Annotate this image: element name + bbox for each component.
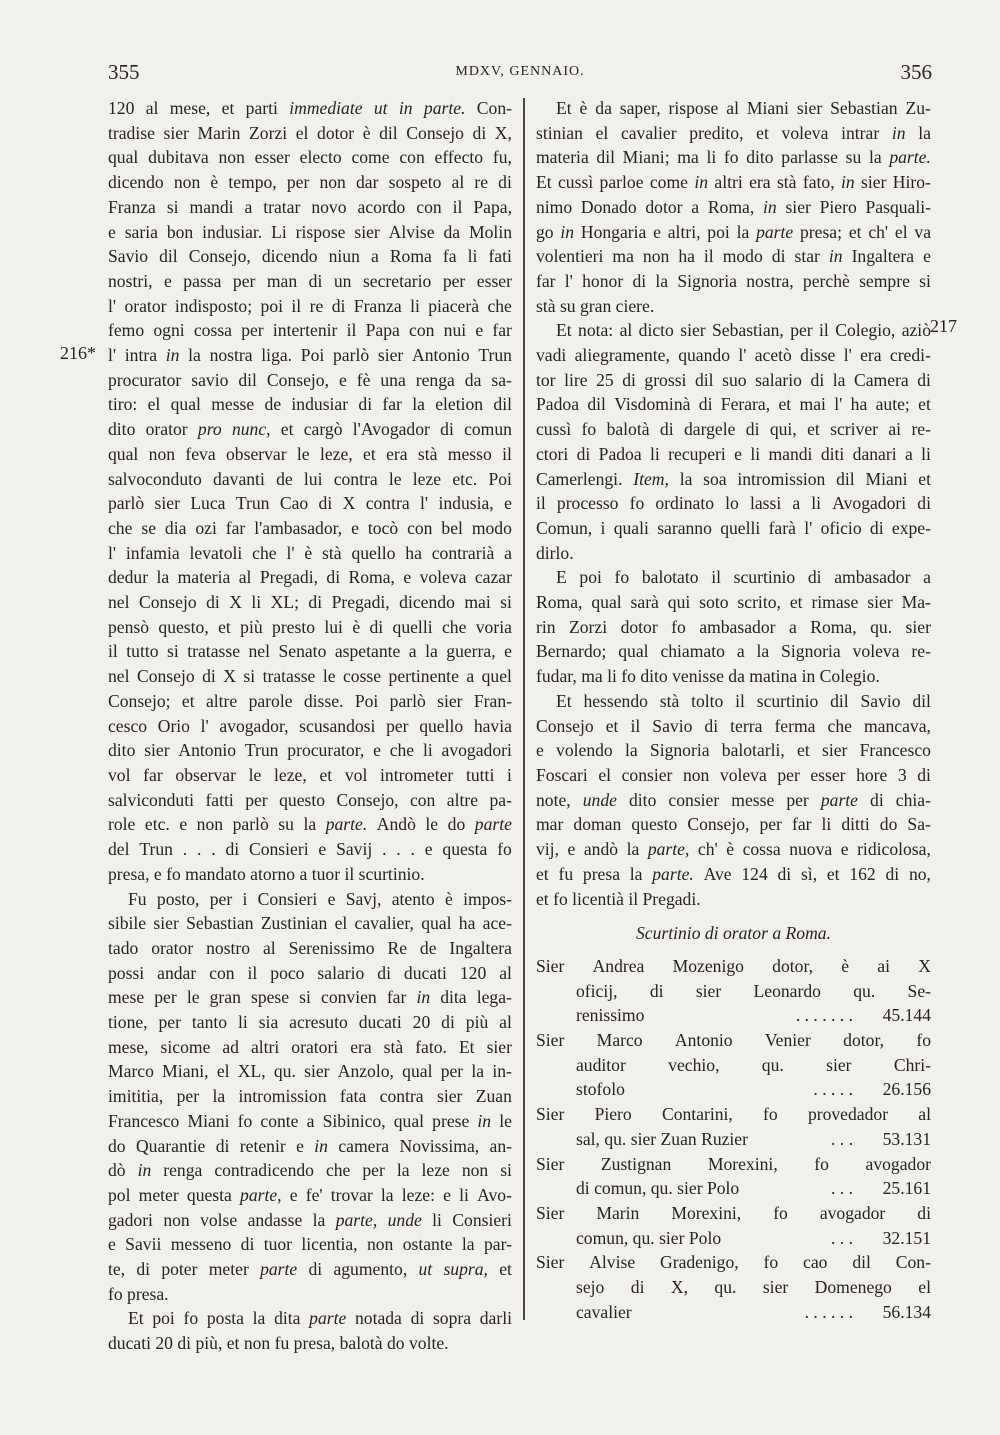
text-line: pol meter questa parte, e fe' trovar la leze: e li Avo- <box>108 1184 512 1205</box>
text-line: e saria bon indusiar. Li rispose sier Alvise da Molin <box>108 221 512 242</box>
text-line: far l' honor di la Signoria nostra, perchè sempre si <box>536 270 931 291</box>
scrutiny-entry-votes: 25.161 <box>882 1178 931 1199</box>
text-line: vol far observar le leze, et vol intrometer tutti i <box>108 764 512 785</box>
text-line: Foscari el consier non voleva per esser hore 3 di <box>536 764 931 785</box>
text-line: e volendo la Signoria balotarli, et sier Francesco <box>536 740 931 761</box>
text-line: qual dubitava non esser electo come con effecto fu, <box>108 147 512 168</box>
scrutiny-entry-votes: 53.131 <box>882 1128 931 1149</box>
text-line: Consejo et il Savio di terra ferma che mancava, <box>536 715 931 736</box>
left-column <box>108 96 512 1356</box>
text-line: te, di poter meter parte di agumento, ut supra, et <box>108 1259 512 1280</box>
text-line: dito orator pro nunc, et cargò l'Avogador di comun <box>108 419 512 440</box>
text-line: e Savii messeno di tuor licentia, non ostante la par- <box>108 1234 512 1255</box>
text-line: qual non feva observar le leze, et era stà messo il <box>108 443 512 464</box>
text-line: do Quarantie di retenir e in camera Novissima, an- <box>108 1135 512 1156</box>
text-line: volentieri ma non ha il modo di star in Ingaltera e <box>536 246 931 267</box>
text-line: gadori non volse andasse la parte, unde li Consieri <box>108 1209 512 1230</box>
scrutiny-entry-line: Sier Marco Antonio Venier dotor, fo <box>536 1030 931 1051</box>
margin-note-right: 217 <box>930 316 957 336</box>
scrutiny-entry <box>536 1152 931 1201</box>
text-line: cussì fo balotà di dargele di qui, et scriver ai re- <box>536 419 931 440</box>
scrutiny-entry-result <box>536 1226 931 1251</box>
text-line: role etc. e non parlò su la parte. Andò le do parte <box>108 814 512 835</box>
text-line: che se dia ozi far l'ambasador, e tocò con bel modo <box>108 517 512 538</box>
scrutiny-entry-last-text: cavalier <box>576 1301 632 1322</box>
text-line: dedur la materia al Pregadi, di Roma, e voleva cazar <box>108 567 512 588</box>
text-line: l' intra in la nostra liga. Poi parlò sier Antonio Trun <box>108 345 512 366</box>
text-line: Et nota: al dicto sier Sebastian, per il Colegio, aziò <box>556 320 931 341</box>
scrutiny-entry-last-text: comun, qu. sier Polo <box>576 1227 722 1248</box>
text-line: il processo fo ordinato lo lassi a li Avogadori di <box>536 493 931 514</box>
scrutiny-entry-dots: . . . . . . . <box>795 1005 853 1026</box>
text-line: rin Zorzi dotor fo ambasador a Roma, qu. sier <box>536 616 931 637</box>
right-column-text <box>536 96 931 911</box>
text-line: vadi aliegramente, quando l' acetò disse l' era credi- <box>536 345 931 366</box>
text-line: dito sier Antonio Trun procurator, e che li avogadori <box>108 740 512 761</box>
text-line: del Trun . . . di Consieri e Savij . . . e questa fo <box>108 839 512 860</box>
scrutiny-entry-line: oficij, di sier Leonardo qu. Se- <box>576 980 931 1001</box>
text-line: Savio dil Consejo, dicendo niun a Roma fa li fati <box>108 246 512 267</box>
text-line: l' infamia levatoli che l' è stà quello ha contrarià a <box>108 542 512 563</box>
text-line: nel Consejo di X li XL; di Pregadi, dicendo mai si <box>108 592 512 613</box>
text-line: mese, sicome ad altri oratori era stà fato. Et sier <box>108 1036 512 1057</box>
text-line: Et poi fo posta la dita parte notada di sopra darli <box>128 1308 512 1329</box>
text-line: Marco Miani, el XL, qu. sier Anzolo, qual per la in- <box>108 1061 512 1082</box>
text-line: nostri, e passa per man di un secretario per esser <box>108 270 512 291</box>
text-line: tradise sier Marin Zorzi el dotor è dil Consejo di X, <box>108 122 512 143</box>
text-line: ducati 20 di più, et non fu presa, balotà do volte. <box>108 1333 449 1354</box>
scrutiny-entry <box>536 1201 931 1250</box>
text-line: nimo Donado dotor a Roma, in sier Piero Pasquali- <box>536 196 931 217</box>
scrutiny-entry-last-text: sal, qu. sier Zuan Ruzier <box>576 1128 748 1149</box>
text-line: dicendo non è tempo, per non dar sospeto al re di <box>108 172 512 193</box>
text-line: l' orator indisposto; poi il re di Franza li piacerà che <box>108 295 512 316</box>
running-title: MDXV, GENNAIO. <box>455 64 585 79</box>
text-line: pensò questo, et più presto lui è di quelli che voria <box>108 616 512 637</box>
text-line: stà su gran ciere. <box>536 295 655 316</box>
margin-note-left: 216* <box>60 343 96 363</box>
scrutiny-entry-votes: 32.151 <box>882 1227 931 1248</box>
text-line: salvoconduto davanti de lui contra le leze etc. Poi <box>108 468 512 489</box>
page-number-right: 356 <box>900 60 932 84</box>
text-line: E poi fo balotato il scurtinio di ambasador a <box>556 567 931 588</box>
scrutiny-entry-line: sejo di X, qu. sier Domenego el <box>576 1277 931 1298</box>
scrutiny-entry-line: Sier Piero Contarini, fo provedador al <box>536 1104 931 1125</box>
text-line: Et è da saper, rispose al Miani sier Sebastian Zu- <box>556 98 931 118</box>
scrutiny-entry-result <box>536 1127 931 1152</box>
text-line: mese per le gran spese si convien far in dita lega- <box>108 987 512 1008</box>
scrutiny-list <box>536 954 931 1325</box>
text-line: et fu presa la parte. Ave 124 di sì, et 162 di no, <box>536 863 931 884</box>
text-line: dò in renga contradicendo che per la leze non si <box>108 1160 512 1181</box>
text-line: Bernardo; qual chiamato a la Signoria voleva re- <box>536 641 931 662</box>
text-line: tado orator nostro al Serenissimo Re de Ingaltera <box>108 937 512 958</box>
column-divider <box>523 98 525 1320</box>
text-line: et fo licentià il Pregadi. <box>536 888 701 909</box>
text-line: salviconduti fatti per questo Consejo, con altre pa- <box>108 789 512 810</box>
scrutiny-entry-votes: 45.144 <box>882 1005 931 1026</box>
scrutiny-entry-last-text: di comun, qu. sier Polo <box>576 1178 740 1199</box>
scrutiny-entry-dots: . . . <box>831 1227 853 1248</box>
text-line: fo presa. <box>108 1283 169 1304</box>
text-line: sibile sier Sebastian Zustinian el cavalier, qual ha ace- <box>108 913 512 934</box>
scrutiny-entry-result <box>536 1077 931 1102</box>
text-line: fudar, ma li fo dito venisse da matina in Colegio. <box>536 666 880 687</box>
scrutiny-entry-line: Sier Marin Morexini, fo avogador di <box>536 1202 931 1223</box>
text-line: Consejo; et altre parole disse. Poi parlò sier Fran- <box>108 690 512 711</box>
text-line: note, unde dito consier messe per parte di chia- <box>536 789 931 810</box>
text-line: femo ogni cossa per intertenir il Papa con nui e far <box>108 320 512 341</box>
text-line: dirlo. <box>536 542 574 563</box>
text-line: il tutto si tratasse nel Senato aspetante a la guerra, e <box>108 641 512 662</box>
text-line: Roma, qual sarà qui soto scrito, et rimase sier Ma- <box>536 592 931 613</box>
scrutiny-entry-result <box>536 1300 931 1325</box>
scrutiny-entry <box>536 1028 931 1102</box>
text-line: ctori di Padoa li recuperi e li mandi diti danari a li <box>536 443 931 464</box>
scrutiny-entry-dots: . . . <box>831 1128 853 1149</box>
scrutiny-heading: Scurtinio di orator a Roma. <box>635 923 831 944</box>
scrutiny-entry <box>536 954 931 1028</box>
scrutiny-entry-line: Sier Andrea Mozenigo dotor, è ai X <box>536 955 931 976</box>
text-line: cesco Orio l' avogador, scusandosi per quello havia <box>108 715 512 736</box>
scrutiny-entry <box>536 1250 931 1324</box>
scrutiny-entry-result <box>536 1003 931 1028</box>
text-line: tiro: el qual messe de indusiar di far la eletion dil <box>108 394 512 415</box>
scrutiny-entry-line: Sier Alvise Gradenigo, fo cao dil Con- <box>536 1252 931 1273</box>
text-line: Francesco Miani fo conte a Sibinico, qual prese in le <box>108 1110 512 1131</box>
right-column <box>536 96 931 1324</box>
text-line: presa, e fo mandato atorno a tuor il scurtinio. <box>108 863 425 884</box>
scrutiny-entry-last-text: stofolo <box>576 1079 625 1100</box>
text-line: materia dil Miani; ma li fo dito parlasse su la parte. <box>536 147 931 168</box>
text-line: possi andar con il poco salario di ducati 120 al <box>108 962 512 983</box>
text-line: Comun, i quali saranno quelli farà l' oficio di expe- <box>536 517 931 538</box>
scrutiny-entry-votes: 56.134 <box>882 1301 931 1322</box>
text-line: Et hessendo stà tolto il scurtinio dil Savio dil <box>556 690 931 711</box>
text-line: mar doman questo Consejo, per far li ditti do Sa- <box>536 814 931 835</box>
scrutiny-entry-dots: . . . . . . <box>804 1301 853 1322</box>
text-line: parlò sier Luca Trun Cao di X contra l' indusia, e <box>108 493 512 514</box>
text-line: imititia, per la intromission fata contra sier Zuan <box>108 1086 512 1107</box>
scrutiny-entry-dots: . . . <box>831 1178 853 1199</box>
text-line: 120 al mese, et parti immediate ut in parte. Con- <box>108 98 512 118</box>
text-line: go in Hongaria e altri, poi la parte presa; et ch' el va <box>536 221 931 242</box>
page-header <box>108 60 932 90</box>
scrutiny-entry-last-text: renissimo <box>576 1005 645 1026</box>
scrutiny-entry-line: Sier Zustignan Morexini, fo avogador <box>536 1153 931 1174</box>
text-line: nel Consejo di X si tratasse le cosse pertinente a quel <box>108 666 512 687</box>
scrutiny-entry-dots: . . . . . <box>813 1079 853 1100</box>
text-line: Franza si mandi a tratar novo acordo con il Papa, <box>108 196 512 217</box>
page-number-left: 355 <box>108 60 140 84</box>
text-line: Camerlengi. Item, la soa intromission dil Miani et <box>536 468 931 489</box>
scrutiny-entry-result <box>536 1176 931 1201</box>
text-line: tor lire 25 di grossi dil suo salario di la Camera di <box>536 369 931 390</box>
text-line: tione, per tanto li sia acresuto ducati 20 di più al <box>108 1012 512 1033</box>
scrutiny-entry-line: auditor vechio, qu. sier Chri- <box>576 1054 931 1075</box>
text-line: stinian el cavalier predito, et voleva intrar in la <box>536 122 931 143</box>
scrutiny-entry <box>536 1102 931 1151</box>
text-line: Padoa dil Visdominà di Ferara, et mai l' ha aute; et <box>536 394 931 415</box>
text-line: procurator savio dil Consejo, e fè una renga da sa- <box>108 369 512 390</box>
scrutiny-entry-votes: 26.156 <box>882 1079 931 1100</box>
text-line: Et cussì parloe come in altri era stà fato, in sier Hiro- <box>536 172 931 193</box>
text-line: Fu posto, per i Consieri e Savj, atento è impos- <box>128 888 512 909</box>
text-line: vij, e andò la parte, ch' è cossa nuova e ridicolosa, <box>536 839 931 860</box>
